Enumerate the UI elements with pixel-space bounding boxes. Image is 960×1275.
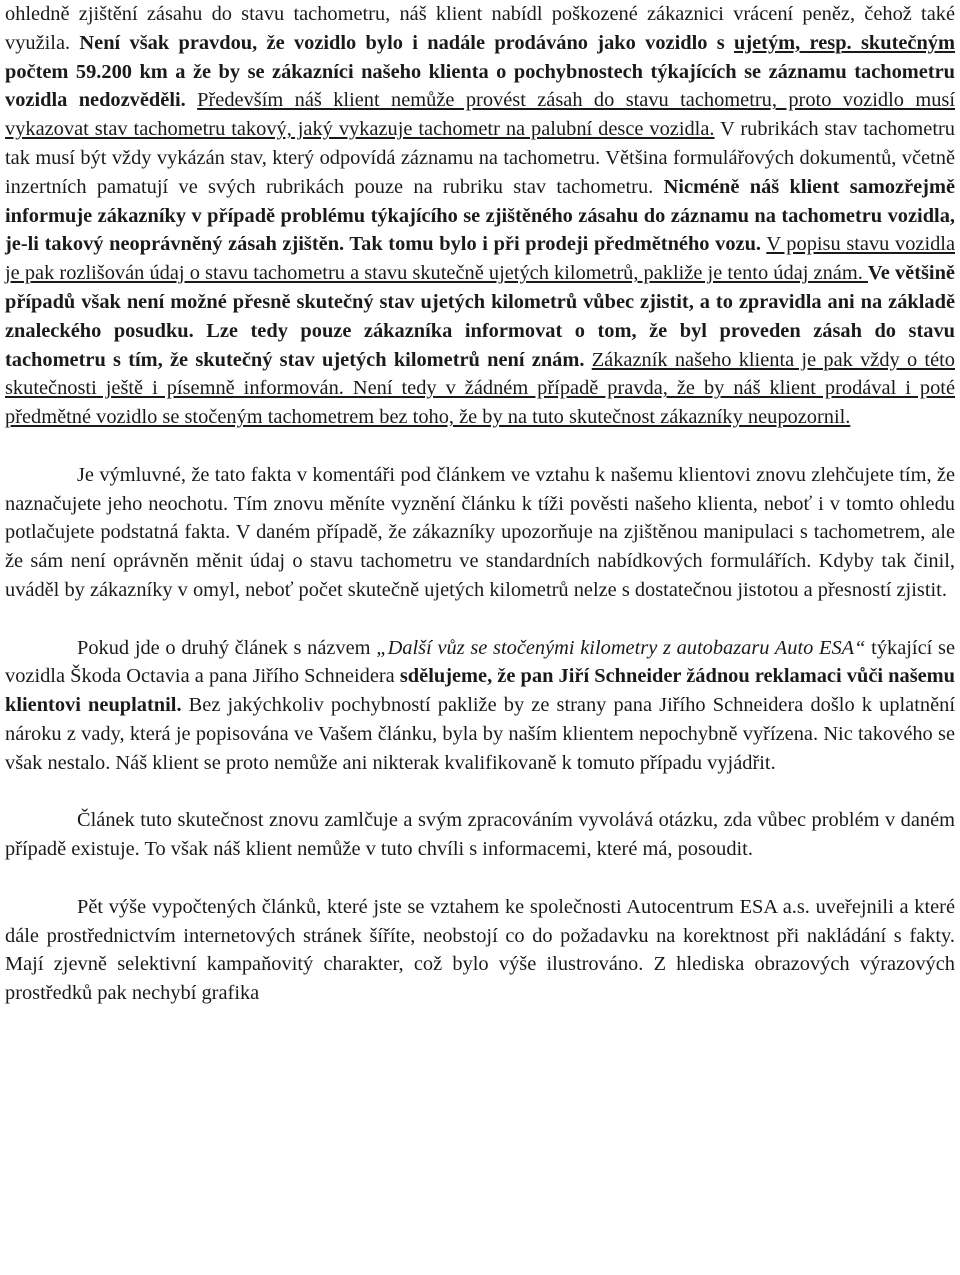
- para-3-article-title: „Další vůz se stočenými kilometry z autobazaru Auto ESA“: [376, 636, 866, 659]
- document-page: [5, 0, 955, 1008]
- para-3-run-3: týkající se vozidla Škoda Octavia a pana Jiřího Schneidera: [5, 636, 956, 688]
- paragraph-4: [5, 806, 955, 864]
- para-5-run-1: Pět výše vypočtených článků, které jste se vztahem ke společnosti Autocentrum ESA a.s. uveřejnili a které dále prostřednictvím internetových stránek šíříte, neobstojí co do požadavku na korektnost při nakládání s fakty. Mají zjevně selektivní kampaňovitý charakter, což bylo výše ilustrováno. Z hlediska obrazových výrazových prostředků pak nechybí grafika: [5, 895, 955, 1005]
- paragraph-gap: [5, 432, 955, 461]
- paragraph-1: [5, 0, 955, 432]
- para-1-run-13: Zákazník našeho klienta je pak vždy o této skutečnosti ještě i písemně informován. Není tedy v žádném případě pravda, že by náš klient prodával i poté předmětné vozidlo se stočeným tachometrem bez toho, že by na tuto skutečnost zákazníky neupozornil.: [5, 348, 955, 429]
- para-4-run-1: Článek tuto skutečnost znovu zamlčuje a svým zpracováním vyvolává otázku, zda vůbec problém v daném případě existuje. To však náš klient nemůže v tuto chvíli s informacemi, které má, posoudit.: [5, 809, 955, 861]
- para-3-run-5: Bez jakýchkoliv pochybností pakliže by ze strany pana Jiřího Schneidera došlo k uplatnění nároku z vady, která je popisována ve Vašem článku, byla by naším klientem nepochybně vyřízena. Nic takového se však nestalo. Náš klient se proto nemůže ani nikterak kvalifikovaně k tomuto případu vyjádřit.: [5, 694, 955, 774]
- para-1-run-6: Především náš klient nemůže provést zásah do stavu tachometru, proto vozidlo musí vykazovat stav tachometru takový, jaký vykazuje tachometr na palubní desce vozidla.: [5, 89, 956, 141]
- para-3-run-1: Pokud jde o druhý článek s názvem: [77, 636, 377, 659]
- paragraph-gap: [5, 778, 955, 807]
- para-1-run-7: V rubrikách stav tachometru tak musí být vždy vykázán stav, který odpovídá záznamu na tachometru. Většina formulářových dokumentů, včetně inzertních pamatují ve svých rubrikách pouze na rubriku stav tachometru.: [5, 118, 955, 198]
- para-1-run-3: ujetým, resp. skutečným: [733, 31, 955, 54]
- paragraph-gap: [5, 864, 955, 893]
- para-1-run-11: Ve většině případů však není možné přesně skutečný stav ujetých kilometrů vůbec zjistit, a to zpravidla ani na základě znaleckého posudku. Lze tedy pouze zákazníka informovat o tom, že byl proveden zásah do stavu tachometru s tím, že skutečný stav ujetých kilometrů není znám.: [5, 262, 955, 371]
- para-1-run-10: V popisu stavu vozidla je pak rozlišován údaj o stavu tachometru a stavu skutečně ujetých kilometrů, pakliže je tento údaj znám.: [5, 233, 956, 285]
- para-3-run-4: sdělujeme, že pan Jiří Schneider žádnou reklamaci vůči našemu klientovi neuplatnil.: [5, 665, 956, 717]
- para-1-run-5: [186, 89, 197, 111]
- para-1-run-8: Nicméně náš klient samozřejmě informuje zákazníky v případě problému týkajícího se zjištěného zásahu do záznamu na tachometru vozidla, je-li takový neoprávněný zásah zjištěn. Tak tomu bylo i při prodeji předmětného vozu.: [5, 175, 955, 256]
- paragraph-gap: [5, 605, 955, 634]
- para-2-run-1: Je výmluvné, že tato fakta v komentáři pod článkem ve vztahu k našemu klientovi znovu zlehčujete tím, že naznačujete jeho neochotu. Tím znovu měníte vyznění článku k tíži pověsti našeho klienta, neboť i v tomto ohledu potlačujete podstatná fakta. V daném případě, že zákazníky upozorňuje na zjištěnou manipulaci s tachometrem, ale že sám není oprávněn měnit údaj o stavu tachometru ve standardních nabídkových formulářích. Kdyby tak činil, uváděl by zákazníky v omyl, neboť počet skutečně ujetých kilometrů nelze s dostatečnou jistotou a přesností zjistit.: [5, 463, 955, 601]
- para-1-run-12: [584, 349, 591, 371]
- para-1-run-1: ohledně zjištění zásahu do stavu tachometru, náš klient nabídl poškozené zákaznici vrácení peněz, čehož také využila.: [5, 3, 955, 54]
- para-1-run-2: Není však pravdou, že vozidlo bylo i nadále prodáváno jako vozidlo s: [79, 31, 734, 54]
- paragraph-2: [5, 461, 955, 605]
- paragraph-5: [5, 893, 955, 1008]
- paragraph-3: [5, 634, 955, 778]
- para-1-run-4: počtem 59.200 km a že by se zákazníci našeho klienta o pochybnostech týkajících se záznamu tachometru vozidla nedozvěděli.: [5, 60, 955, 112]
